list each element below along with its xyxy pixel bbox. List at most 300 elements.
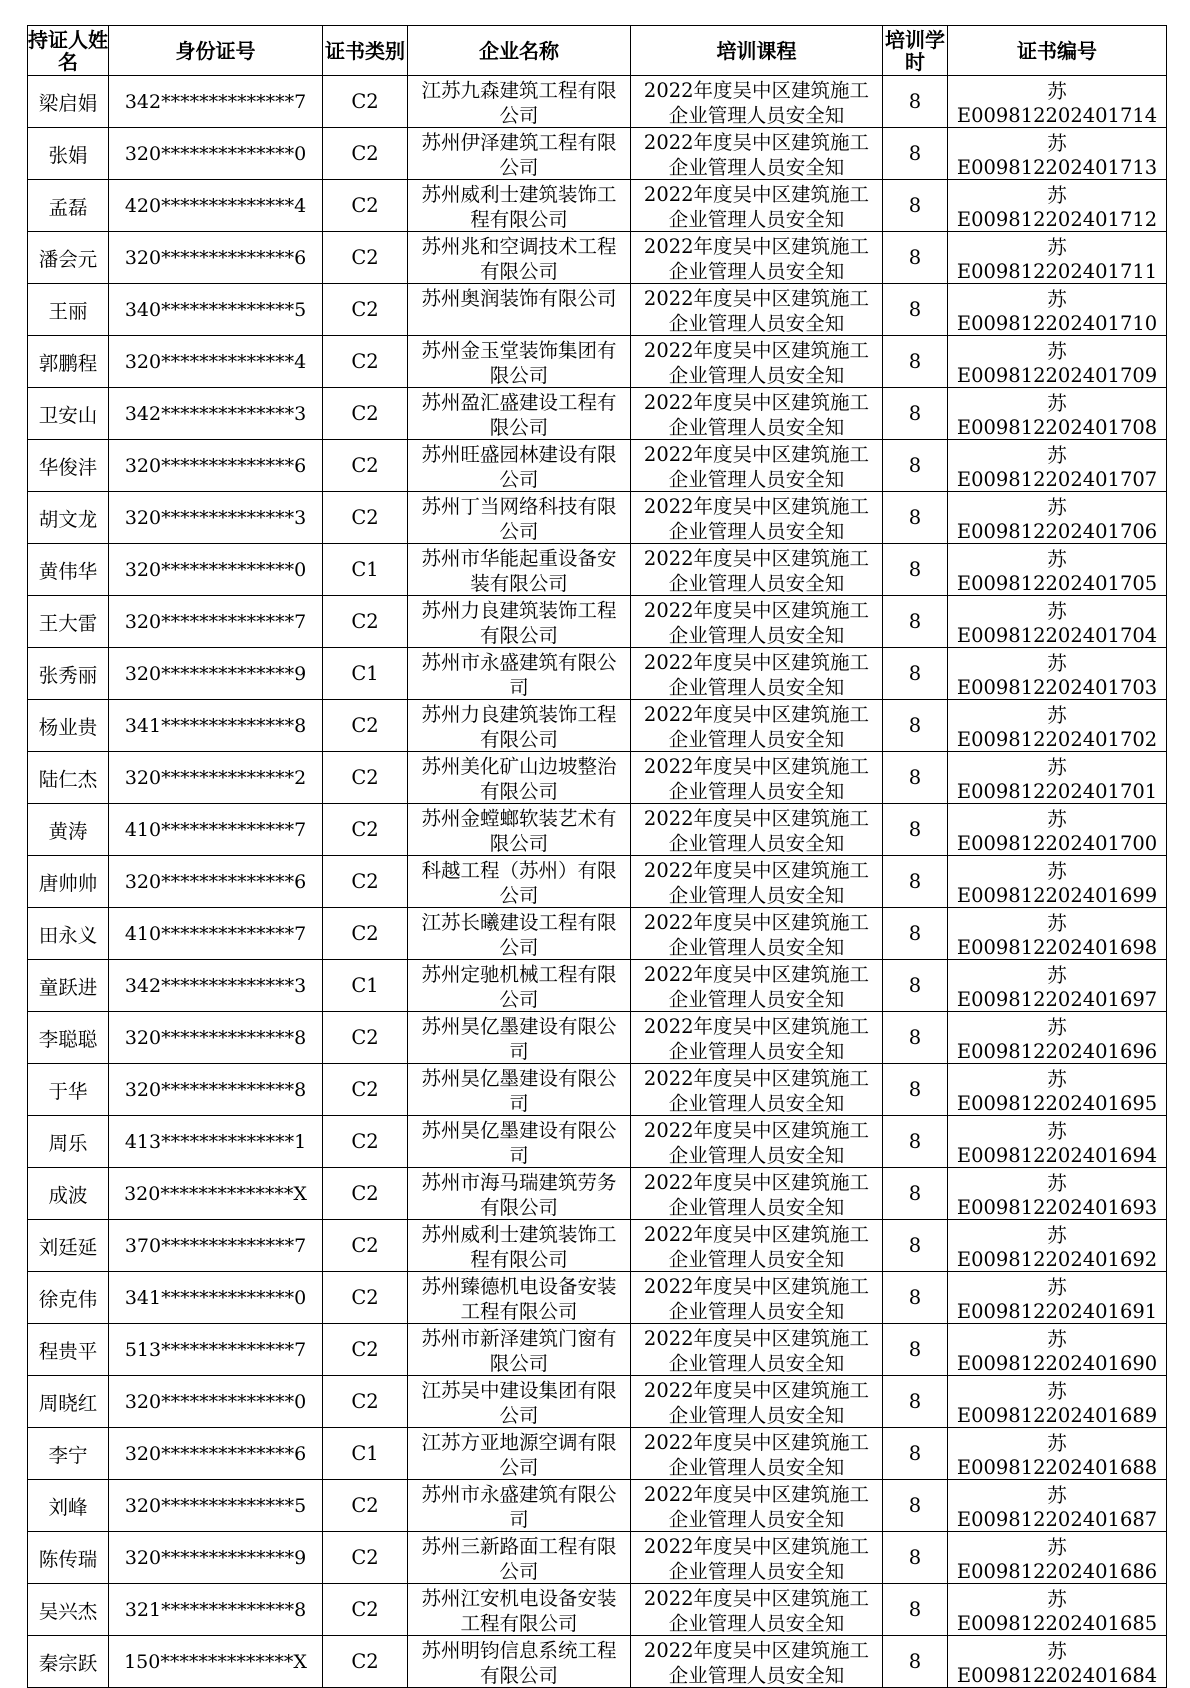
cell-course [631, 544, 883, 596]
cell-company [408, 1636, 631, 1688]
cell-course [631, 1428, 883, 1480]
cell-cert-number: 苏E009812202401691 [948, 1272, 1167, 1324]
cell-cert-number: 苏E009812202401694 [948, 1116, 1167, 1168]
cell-id-number: 413**************1 [109, 1116, 323, 1168]
cell-company [408, 1012, 631, 1064]
cell-company [408, 76, 631, 128]
cell-course [631, 232, 883, 284]
cell-course [631, 336, 883, 388]
cell-cert-type: C2 [323, 1064, 408, 1116]
table-row [28, 1584, 1167, 1636]
cell-id-number: 320**************0 [109, 128, 323, 180]
cell-hours: 8 [883, 596, 948, 648]
cell-course-text: 2022年度吴中区建筑施工企业管理人员安全知 [643, 78, 870, 126]
cell-course [631, 1220, 883, 1272]
cell-cert-type: C1 [323, 648, 408, 700]
cell-name: 黄涛 [28, 804, 109, 856]
table-row [28, 284, 1167, 336]
cell-id-number: 341**************0 [109, 1272, 323, 1324]
header-row [28, 26, 1167, 76]
cell-name: 于华 [28, 1064, 109, 1116]
cell-cert-type: C2 [323, 492, 408, 544]
cell-hours: 8 [883, 1636, 948, 1688]
cell-course [631, 180, 883, 232]
table-row [28, 1168, 1167, 1220]
cell-cert-type: C2 [323, 180, 408, 232]
cell-course-text: 2022年度吴中区建筑施工企业管理人员安全知 [643, 598, 870, 646]
cell-hours: 8 [883, 440, 948, 492]
cell-name: 刘廷延 [28, 1220, 109, 1272]
cell-course-text: 2022年度吴中区建筑施工企业管理人员安全知 [643, 1534, 870, 1582]
cell-id-number: 321**************8 [109, 1584, 323, 1636]
cell-cert-type: C2 [323, 128, 408, 180]
header-name: 持证人姓名 [28, 27, 108, 74]
cell-cert-type: C2 [323, 388, 408, 440]
table-row [28, 1428, 1167, 1480]
cell-course [631, 908, 883, 960]
cell-id-number: 320**************5 [109, 1480, 323, 1532]
cell-id-number: 320**************0 [109, 544, 323, 596]
cell-company [408, 440, 631, 492]
cell-cert-number: 苏E009812202401690 [948, 1324, 1167, 1376]
table-row [28, 1532, 1167, 1584]
cell-course-text: 2022年度吴中区建筑施工企业管理人员安全知 [643, 1430, 870, 1478]
cell-course [631, 76, 883, 128]
table-row [28, 492, 1167, 544]
table-row [28, 648, 1167, 700]
cell-name: 梁启娟 [28, 76, 109, 128]
cell-course-text: 2022年度吴中区建筑施工企业管理人员安全知 [643, 234, 870, 282]
cell-course [631, 284, 883, 336]
cell-course-text: 2022年度吴中区建筑施工企业管理人员安全知 [643, 962, 870, 1010]
cell-course-text: 2022年度吴中区建筑施工企业管理人员安全知 [643, 1326, 870, 1374]
cell-course [631, 960, 883, 1012]
cell-company-text: 苏州美化矿山边坡整治有限公司 [421, 754, 617, 802]
cell-course [631, 1116, 883, 1168]
cell-cert-type: C2 [323, 1012, 408, 1064]
table-row [28, 700, 1167, 752]
cell-course-text: 2022年度吴中区建筑施工企业管理人员安全知 [643, 1378, 870, 1426]
cell-cert-type: C2 [323, 1480, 408, 1532]
cell-course-text: 2022年度吴中区建筑施工企业管理人员安全知 [643, 806, 870, 854]
cell-name: 童跃进 [28, 960, 109, 1012]
cell-course-text: 2022年度吴中区建筑施工企业管理人员安全知 [643, 1274, 870, 1322]
cell-company [408, 180, 631, 232]
cell-name: 唐帅帅 [28, 856, 109, 908]
cell-id-number: 320**************0 [109, 1376, 323, 1428]
header-cert-type: 证书类别 [323, 26, 408, 76]
cell-name: 王大雷 [28, 596, 109, 648]
cell-id-number: 320**************8 [109, 1012, 323, 1064]
cell-company [408, 960, 631, 1012]
cell-name: 周乐 [28, 1116, 109, 1168]
cell-id-number: 320**************6 [109, 440, 323, 492]
cell-course [631, 1584, 883, 1636]
header-hours: 培训学时 [883, 26, 948, 76]
table-row [28, 1012, 1167, 1064]
cell-course [631, 492, 883, 544]
cell-company [408, 1272, 631, 1324]
table-row [28, 1116, 1167, 1168]
table-row [28, 908, 1167, 960]
table-body [28, 76, 1167, 1688]
cell-hours: 8 [883, 1376, 948, 1428]
cell-course [631, 1324, 883, 1376]
cell-cert-type: C2 [323, 1168, 408, 1220]
cell-cert-number: 苏E009812202401689 [948, 1376, 1167, 1428]
table-row [28, 596, 1167, 648]
cell-cert-number: 苏E009812202401697 [948, 960, 1167, 1012]
cell-name: 潘会元 [28, 232, 109, 284]
cell-company [408, 648, 631, 700]
cell-company [408, 232, 631, 284]
cell-id-number: 410**************7 [109, 908, 323, 960]
cell-id-number: 342**************3 [109, 388, 323, 440]
table-row [28, 856, 1167, 908]
table-row [28, 1376, 1167, 1428]
cell-cert-type: C2 [323, 1220, 408, 1272]
cell-hours: 8 [883, 1168, 948, 1220]
cell-cert-number: 苏E009812202401695 [948, 1064, 1167, 1116]
cell-cert-number: 苏E009812202401698 [948, 908, 1167, 960]
cell-course-text: 2022年度吴中区建筑施工企业管理人员安全知 [643, 286, 870, 334]
cell-name: 陆仁杰 [28, 752, 109, 804]
cell-hours: 8 [883, 1584, 948, 1636]
cell-name: 李聪聪 [28, 1012, 109, 1064]
cell-course [631, 1532, 883, 1584]
cell-hours: 8 [883, 544, 948, 596]
header-id: 身份证号 [109, 26, 323, 76]
cell-course [631, 128, 883, 180]
cell-id-number: 420**************4 [109, 180, 323, 232]
cell-cert-type: C2 [323, 336, 408, 388]
cell-company [408, 284, 631, 336]
cell-id-number: 320**************8 [109, 1064, 323, 1116]
cell-company-text: 苏州力良建筑装饰工程有限公司 [421, 702, 617, 750]
cell-name: 胡文龙 [28, 492, 109, 544]
cell-hours: 8 [883, 1480, 948, 1532]
cell-course [631, 440, 883, 492]
cell-company [408, 1064, 631, 1116]
table-row [28, 1324, 1167, 1376]
cell-company-text: 江苏九森建筑工程有限公司 [421, 78, 617, 126]
cell-name: 黄伟华 [28, 544, 109, 596]
cell-course [631, 1272, 883, 1324]
cell-company-text: 苏州力良建筑装饰工程有限公司 [421, 598, 617, 646]
cell-hours: 8 [883, 388, 948, 440]
cell-company-text: 科越工程（苏州）有限公司 [421, 858, 617, 906]
cell-id-number: 320**************4 [109, 336, 323, 388]
cell-company-text: 苏州金螳螂软装艺术有限公司 [421, 806, 617, 854]
cell-name: 卫安山 [28, 388, 109, 440]
cell-course [631, 752, 883, 804]
cell-company [408, 752, 631, 804]
cell-name: 华俊沣 [28, 440, 109, 492]
cell-cert-type: C1 [323, 960, 408, 1012]
cell-hours: 8 [883, 128, 948, 180]
cell-course [631, 596, 883, 648]
cell-course-text: 2022年度吴中区建筑施工企业管理人员安全知 [643, 754, 870, 802]
cell-cert-number: 苏E009812202401688 [948, 1428, 1167, 1480]
cell-course [631, 856, 883, 908]
cell-id-number: 320**************9 [109, 1532, 323, 1584]
cell-course-text: 2022年度吴中区建筑施工企业管理人员安全知 [643, 1222, 870, 1270]
cell-company-text: 苏州臻德机电设备安装工程有限公司 [421, 1274, 617, 1322]
cell-company [408, 128, 631, 180]
cell-cert-number: 苏E009812202401699 [948, 856, 1167, 908]
cell-course-text: 2022年度吴中区建筑施工企业管理人员安全知 [643, 182, 870, 230]
cell-company-text: 苏州威利士建筑装饰工程有限公司 [421, 182, 617, 230]
cell-company-text: 苏州昊亿墨建设有限公司 [421, 1014, 617, 1062]
cell-cert-number: 苏E009812202401707 [948, 440, 1167, 492]
cell-company-text: 苏州威利士建筑装饰工程有限公司 [421, 1222, 617, 1270]
cell-hours: 8 [883, 804, 948, 856]
cell-course [631, 648, 883, 700]
cell-cert-number: 苏E009812202401703 [948, 648, 1167, 700]
cell-id-number: 513**************7 [109, 1324, 323, 1376]
cell-company [408, 1532, 631, 1584]
cell-cert-type: C2 [323, 1584, 408, 1636]
cell-company-text: 苏州旺盛园林建设有限公司 [421, 442, 617, 490]
table-row [28, 180, 1167, 232]
cell-hours: 8 [883, 232, 948, 284]
cell-company [408, 1376, 631, 1428]
cell-hours: 8 [883, 1220, 948, 1272]
cell-course-text: 2022年度吴中区建筑施工企业管理人员安全知 [643, 1014, 870, 1062]
cell-course [631, 1636, 883, 1688]
cell-company [408, 804, 631, 856]
cell-cert-number: 苏E009812202401706 [948, 492, 1167, 544]
header-course: 培训课程 [631, 26, 883, 76]
cell-hours: 8 [883, 700, 948, 752]
cell-cert-number: 苏E009812202401710 [948, 284, 1167, 336]
cell-hours: 8 [883, 1272, 948, 1324]
cell-company [408, 336, 631, 388]
cell-company-text: 苏州盈汇盛建设工程有限公司 [421, 390, 617, 438]
cell-cert-number: 苏E009812202401693 [948, 1168, 1167, 1220]
cell-company-text: 苏州奥润装饰有限公司 [421, 286, 617, 310]
cell-course-text: 2022年度吴中区建筑施工企业管理人员安全知 [643, 546, 870, 594]
cell-name: 吴兴杰 [28, 1584, 109, 1636]
cell-hours: 8 [883, 1324, 948, 1376]
cell-cert-number: 苏E009812202401692 [948, 1220, 1167, 1272]
cell-cert-number: 苏E009812202401709 [948, 336, 1167, 388]
cell-name: 郭鹏程 [28, 336, 109, 388]
cell-company [408, 700, 631, 752]
cell-cert-number: 苏E009812202401700 [948, 804, 1167, 856]
cell-course [631, 388, 883, 440]
table-row [28, 232, 1167, 284]
cell-id-number: 342**************3 [109, 960, 323, 1012]
cell-cert-number: 苏E009812202401696 [948, 1012, 1167, 1064]
cell-cert-type: C2 [323, 232, 408, 284]
cell-company [408, 492, 631, 544]
cell-cert-type: C2 [323, 440, 408, 492]
cell-cert-type: C2 [323, 856, 408, 908]
cell-cert-type: C2 [323, 1116, 408, 1168]
cell-course-text: 2022年度吴中区建筑施工企业管理人员安全知 [643, 494, 870, 542]
cell-id-number: 320**************6 [109, 856, 323, 908]
cell-course [631, 700, 883, 752]
table-row [28, 1636, 1167, 1688]
cell-name: 程贵平 [28, 1324, 109, 1376]
cell-course-text: 2022年度吴中区建筑施工企业管理人员安全知 [643, 702, 870, 750]
cell-name: 田永义 [28, 908, 109, 960]
cell-course-text: 2022年度吴中区建筑施工企业管理人员安全知 [643, 1482, 870, 1530]
cell-course-text: 2022年度吴中区建筑施工企业管理人员安全知 [643, 1118, 870, 1166]
cell-company-text: 苏州伊泽建筑工程有限公司 [421, 130, 617, 178]
cell-id-number: 342**************7 [109, 76, 323, 128]
cell-cert-number: 苏E009812202401686 [948, 1532, 1167, 1584]
cell-hours: 8 [883, 1012, 948, 1064]
cell-company-text: 苏州明钧信息系统工程有限公司 [421, 1638, 617, 1686]
cell-name: 成波 [28, 1168, 109, 1220]
cell-cert-number: 苏E009812202401701 [948, 752, 1167, 804]
cell-cert-type: C2 [323, 804, 408, 856]
cell-hours: 8 [883, 180, 948, 232]
cell-hours: 8 [883, 76, 948, 128]
cell-hours: 8 [883, 1532, 948, 1584]
cell-cert-type: C2 [323, 1636, 408, 1688]
cell-hours: 8 [883, 1116, 948, 1168]
table-row [28, 76, 1167, 128]
cell-hours: 8 [883, 1428, 948, 1480]
cell-cert-number: 苏E009812202401687 [948, 1480, 1167, 1532]
cell-course-text: 2022年度吴中区建筑施工企业管理人员安全知 [643, 650, 870, 698]
cell-company-text: 江苏方亚地源空调有限公司 [421, 1430, 617, 1478]
table-row [28, 544, 1167, 596]
cell-cert-number: 苏E009812202401702 [948, 700, 1167, 752]
cell-course [631, 1480, 883, 1532]
cell-course-text: 2022年度吴中区建筑施工企业管理人员安全知 [643, 338, 870, 386]
table-row [28, 804, 1167, 856]
cell-cert-type: C2 [323, 596, 408, 648]
cell-hours: 8 [883, 1064, 948, 1116]
cell-id-number: 320**************3 [109, 492, 323, 544]
cell-company-text: 苏州昊亿墨建设有限公司 [421, 1066, 617, 1114]
table-row [28, 752, 1167, 804]
cell-cert-number: 苏E009812202401705 [948, 544, 1167, 596]
cell-company-text: 苏州金玉堂装饰集团有限公司 [421, 338, 617, 386]
cell-hours: 8 [883, 908, 948, 960]
cell-company-text: 苏州市海马瑞建筑劳务有限公司 [421, 1170, 617, 1218]
cell-company-text: 江苏吴中建设集团有限公司 [421, 1378, 617, 1426]
cell-course [631, 1064, 883, 1116]
cell-company [408, 388, 631, 440]
cell-id-number: 320**************6 [109, 1428, 323, 1480]
cell-course-text: 2022年度吴中区建筑施工企业管理人员安全知 [643, 1170, 870, 1218]
cell-hours: 8 [883, 960, 948, 1012]
cell-company-text: 苏州三新路面工程有限公司 [421, 1534, 617, 1582]
cell-id-number: 410**************7 [109, 804, 323, 856]
cell-cert-type: C1 [323, 544, 408, 596]
cell-id-number: 320**************X [109, 1168, 323, 1220]
cell-name: 刘峰 [28, 1480, 109, 1532]
cell-name: 徐克伟 [28, 1272, 109, 1324]
cell-name: 王丽 [28, 284, 109, 336]
cell-company [408, 1116, 631, 1168]
cell-id-number: 320**************7 [109, 596, 323, 648]
cell-cert-number: 苏E009812202401685 [948, 1584, 1167, 1636]
cell-course-text: 2022年度吴中区建筑施工企业管理人员安全知 [643, 1066, 870, 1114]
cell-cert-type: C2 [323, 1376, 408, 1428]
table-row [28, 1272, 1167, 1324]
cell-name: 张秀丽 [28, 648, 109, 700]
cell-cert-type: C2 [323, 1272, 408, 1324]
cell-course-text: 2022年度吴中区建筑施工企业管理人员安全知 [643, 1638, 870, 1686]
cell-cert-type: C2 [323, 700, 408, 752]
cell-company [408, 1584, 631, 1636]
cell-name: 孟磊 [28, 180, 109, 232]
cell-name: 李宁 [28, 1428, 109, 1480]
table-row [28, 440, 1167, 492]
cell-company [408, 596, 631, 648]
cell-company-text: 苏州市新泽建筑门窗有限公司 [421, 1326, 617, 1374]
cell-company-text: 江苏长曦建设工程有限公司 [421, 910, 617, 958]
cell-company [408, 544, 631, 596]
cell-company-text: 苏州兆和空调技术工程有限公司 [421, 234, 617, 282]
cell-course [631, 1376, 883, 1428]
cell-course-text: 2022年度吴中区建筑施工企业管理人员安全知 [643, 1586, 870, 1634]
cell-cert-type: C2 [323, 908, 408, 960]
cell-company [408, 1428, 631, 1480]
cell-id-number: 150**************X [109, 1636, 323, 1688]
cell-name: 秦宗跃 [28, 1636, 109, 1688]
table-row [28, 388, 1167, 440]
cell-hours: 8 [883, 648, 948, 700]
cell-course-text: 2022年度吴中区建筑施工企业管理人员安全知 [643, 442, 870, 490]
cell-course-text: 2022年度吴中区建筑施工企业管理人员安全知 [643, 390, 870, 438]
cell-company-text: 苏州昊亿墨建设有限公司 [421, 1118, 617, 1166]
cell-id-number: 320**************2 [109, 752, 323, 804]
cell-name: 周晓红 [28, 1376, 109, 1428]
cell-course-text: 2022年度吴中区建筑施工企业管理人员安全知 [643, 130, 870, 178]
cell-cert-type: C2 [323, 1532, 408, 1584]
cell-name: 陈传瑞 [28, 1532, 109, 1584]
table-row [28, 1064, 1167, 1116]
cell-id-number: 320**************9 [109, 648, 323, 700]
cell-company [408, 1168, 631, 1220]
cell-cert-number: 苏E009812202401714 [948, 76, 1167, 128]
cell-cert-type: C2 [323, 1324, 408, 1376]
cell-company-text: 苏州定驰机械工程有限公司 [421, 962, 617, 1010]
cell-cert-number: 苏E009812202401708 [948, 388, 1167, 440]
cell-course-text: 2022年度吴中区建筑施工企业管理人员安全知 [643, 858, 870, 906]
cell-company-text: 苏州丁当网络科技有限公司 [421, 494, 617, 542]
cell-company-text: 苏州江安机电设备安装工程有限公司 [421, 1586, 617, 1634]
cell-hours: 8 [883, 492, 948, 544]
cell-company [408, 1324, 631, 1376]
cell-cert-number: 苏E009812202401704 [948, 596, 1167, 648]
cell-company-text: 苏州市永盛建筑有限公司 [421, 1482, 617, 1530]
cell-cert-number: 苏E009812202401711 [948, 232, 1167, 284]
cell-cert-type: C2 [323, 752, 408, 804]
cell-cert-type: C2 [323, 76, 408, 128]
cell-hours: 8 [883, 856, 948, 908]
cell-id-number: 341**************8 [109, 700, 323, 752]
cell-company-text: 苏州市永盛建筑有限公司 [421, 650, 617, 698]
cell-company [408, 1480, 631, 1532]
cell-hours: 8 [883, 284, 948, 336]
cell-course-text: 2022年度吴中区建筑施工企业管理人员安全知 [643, 910, 870, 958]
table-row [28, 960, 1167, 1012]
cell-course [631, 804, 883, 856]
cell-name: 杨业贵 [28, 700, 109, 752]
cell-company [408, 908, 631, 960]
table-row [28, 128, 1167, 180]
cell-company [408, 856, 631, 908]
table-row [28, 336, 1167, 388]
